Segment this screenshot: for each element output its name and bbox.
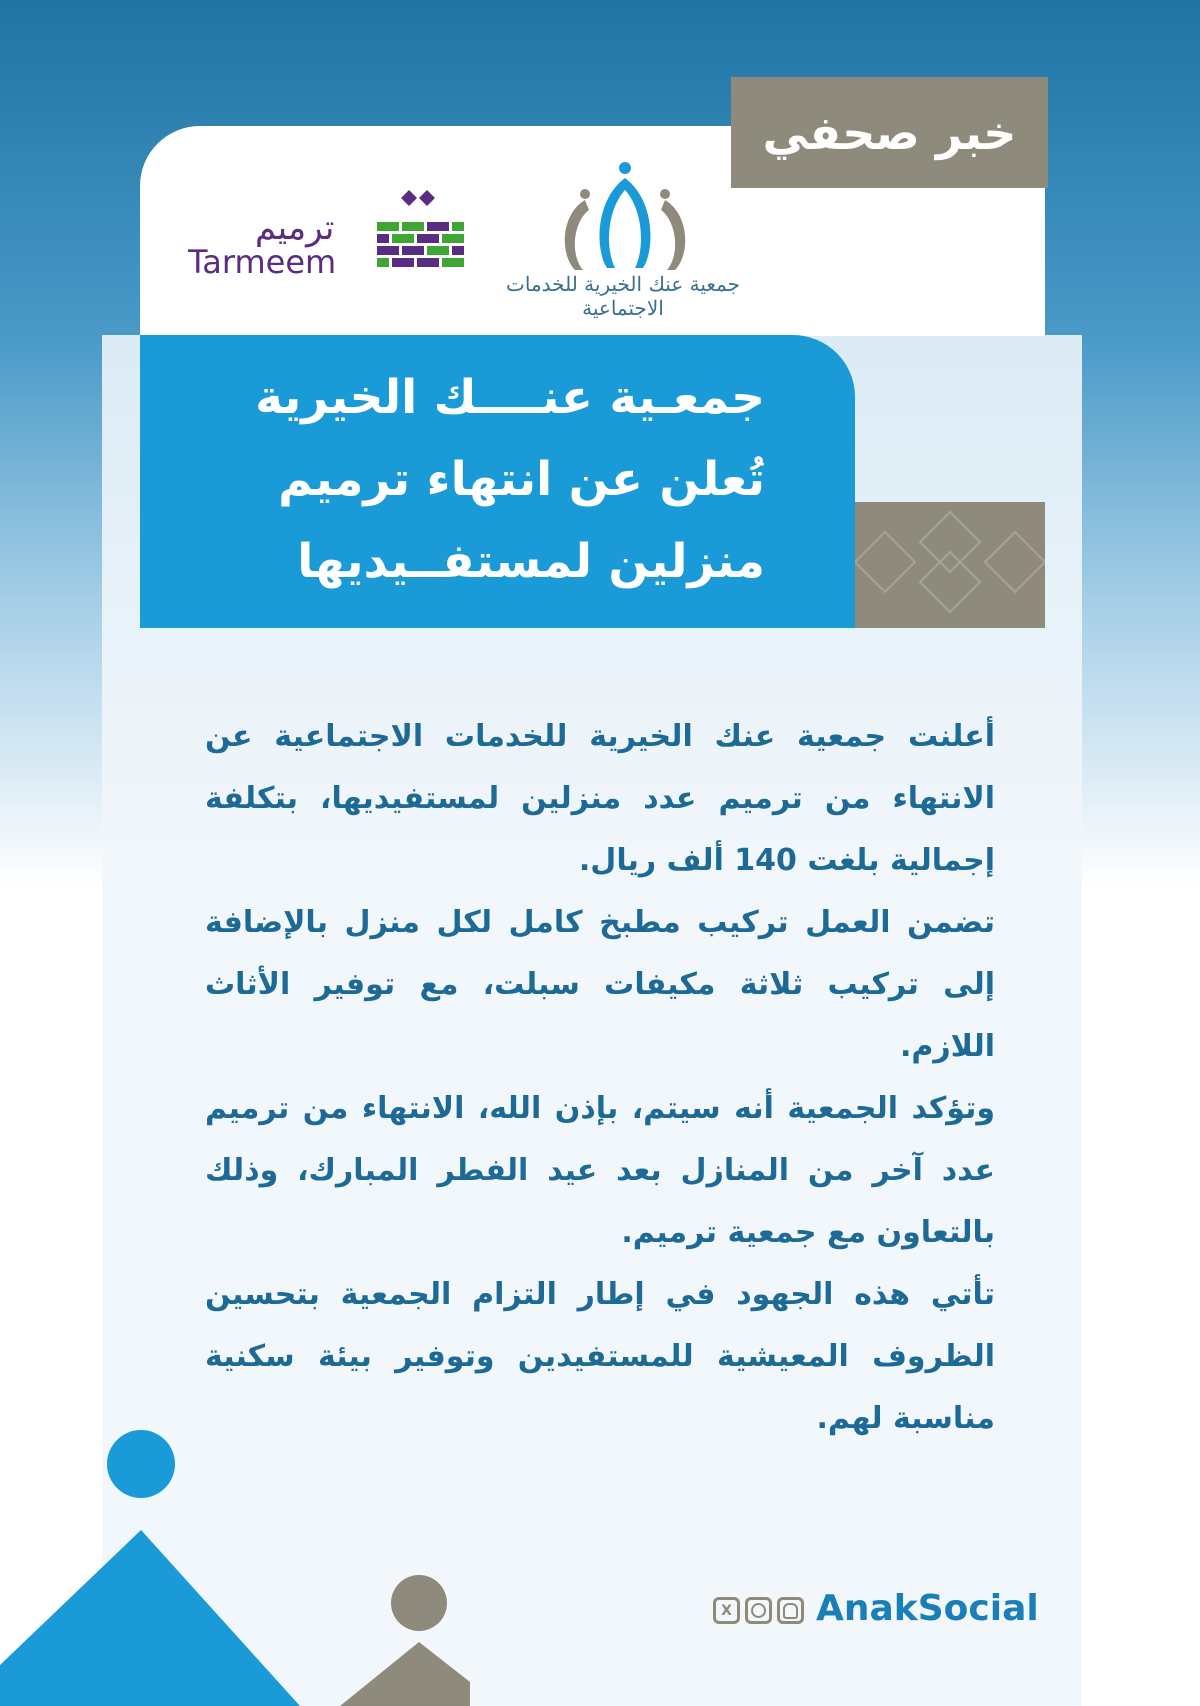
x-icon[interactable]: X [713, 1597, 740, 1624]
tarmeem-logo-arabic: ترميم [255, 208, 335, 248]
anak-charity-logo-mark [555, 160, 695, 275]
geometric-pattern-icon [855, 502, 1045, 628]
headline-line-2: تُعلن عن انتهاء ترميم [278, 452, 765, 507]
tarmeem-logo-mark [375, 190, 470, 276]
article-paragraph: تأتي هذه الجهود في إطار التزام الجمعية بتحسين الظروف المعيشية للمستفيدين وتوفير بيئة سكنية مناسبة لهم. [205, 1277, 995, 1436]
article-paragraph: تضمن العمل تركيب مطبخ كامل لكل منزل بالإضافة إلى تركيب ثلاثة مكيفات سبلت، مع توفير الأثاث اللازم. [205, 905, 995, 1064]
headline-box [140, 335, 855, 628]
decorative-pattern-block [855, 502, 1045, 628]
article-body [205, 706, 995, 1450]
article-paragraph: أعلنت جمعية عنك الخيرية للخدمات الاجتماعية عن الانتهاء من ترميم عدد منزلين لمستفيديها، بتكلفة إجمالية بلغت 140 ألف ريال. [205, 719, 995, 878]
article-paragraph: وتؤكد الجمعية أنه سيتم، بإذن الله، الانتهاء من ترميم عدد آخر من المنازل بعد عيد الفطر المبارك، وذلك بالتعاون مع جمعية ترميم. [205, 1091, 995, 1250]
instagram-icon[interactable] [745, 1597, 772, 1624]
press-release-label: خبر صحفي [731, 77, 1048, 188]
anak-charity-logo-caption: جمعية عنك الخيرية للخدمات الاجتماعية [506, 272, 740, 320]
snapchat-icon[interactable] [777, 1597, 804, 1624]
tarmeem-logo-english: Tarmeem [188, 243, 337, 281]
headline-line-3: منزلين لمستفــيديها [297, 534, 765, 589]
headline-line-1: جمعـية عنــــك الخيرية [255, 370, 765, 425]
decorative-dome-shapes [0, 1420, 470, 1706]
social-handle[interactable]: AnakSocial [816, 1588, 1039, 1629]
